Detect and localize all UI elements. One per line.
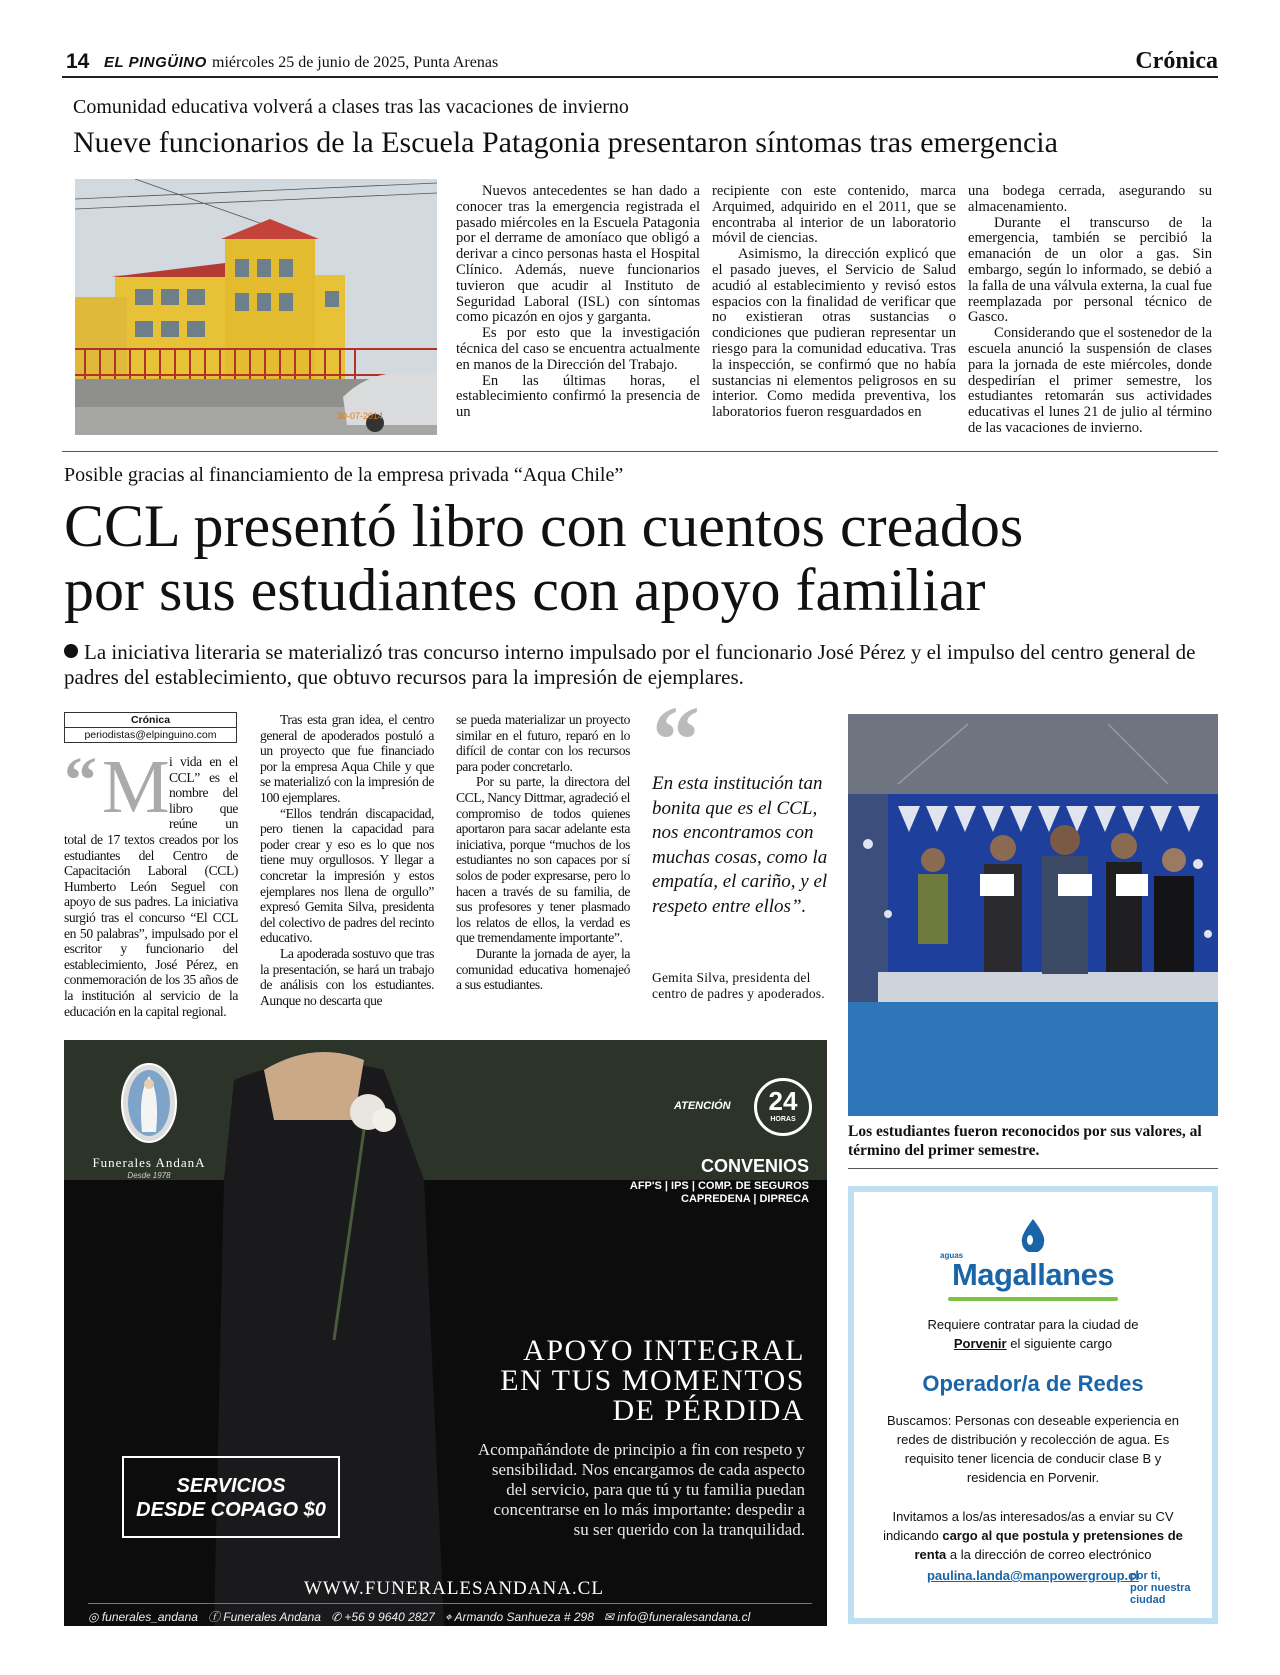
aguas-email[interactable]: paulina.landa@manpowergroup.cl: [926, 1568, 1140, 1583]
hours-label: HORAS: [770, 1116, 796, 1123]
story2-column-2: [260, 712, 434, 1008]
story2-column-3: [456, 712, 630, 993]
services-line: SERVICIOS: [176, 1475, 286, 1497]
ad-contacts: [88, 1608, 812, 1625]
ad-website[interactable]: WWW.FUNERALESANDANA.CL: [304, 1578, 604, 1599]
aguas-magallanes-ad: [848, 1186, 1218, 1624]
story2-headline: [64, 494, 1224, 622]
ad-headline: [500, 1336, 805, 1426]
attention-label: ATENCIÓN: [674, 1100, 731, 1112]
hours-number: 24: [768, 1086, 798, 1116]
paragraph: Durante la jornada de ayer, la comunidad educativa homenajeó a sus estudiantes.: [456, 945, 630, 993]
section-divider: [62, 451, 1218, 452]
headline-line: por sus estudiantes con apoyo familiar: [64, 557, 986, 623]
page-number: 14: [66, 50, 90, 73]
drop-letter: M: [102, 745, 170, 829]
clock-24-icon: [754, 1078, 812, 1136]
convenios-list: [630, 1180, 809, 1206]
story1-column-2: [712, 184, 956, 421]
paragraph: Es por esto que la investigación técnica del caso se encuentra actualmente en manos de la Dirección del Trabajo.: [456, 325, 700, 373]
photo-date-stamp: 30-07-2014: [337, 411, 384, 421]
quote-mark-icon: “: [652, 686, 700, 793]
funerales-logo: [84, 1062, 214, 1180]
paragraph: se pueda materializar un proyecto similar en el futuro, reparó en lo difícil de contar con los recursos para poder concretarlo.: [456, 712, 630, 774]
paragraph: Considerando que el sostenedor de la escuela anunció la suspensión de clases para la jornada de este miércoles, donde despedirían el primer semestre, los estudiantes retomarán sus actividades educativas el lunes 21 de julio al término de las vacaciones de invierno.: [968, 325, 1212, 436]
slogan-line: por nuestra: [1130, 1582, 1191, 1594]
facebook-icon: ⓕ: [207, 1610, 220, 1624]
dateline: miércoles 25 de junio de 2025, Punta Arenas: [212, 54, 499, 71]
drop-quote: “: [64, 744, 97, 817]
ad-contact-rule: [88, 1603, 812, 1604]
convenios-title: CONVENIOS: [700, 1156, 809, 1176]
contact-email[interactable]: info@funeralesandana.cl: [617, 1610, 751, 1624]
headline-line: CCL presentó libro con cuentos creados: [64, 493, 1024, 559]
story2-deck: [64, 640, 1224, 690]
bullet-icon: [64, 644, 78, 658]
byline-section: Crónica: [130, 714, 171, 726]
paragraph: Nuevos antecedentes se han dado a conocer tras la emergencia registrada el pasado miércoles en la Escuela Patagonia por el derrame de amoníaco que obligó a derivar a cinco personas hasta el Hospital Clínico. Además, nueve funcionarios tuvieron que acudir al Instituto de Seguridad Laboral (ISL) con síntomas como picazón en ojos y garganta.: [456, 183, 700, 326]
ad-headline-line: DE PÉRDIDA: [612, 1394, 805, 1427]
deck-text: La iniciativa literaria se materializó tras concurso interno impulsado por el funcionario José Pérez y el impulso del centro general de padres del establecimiento, que obtuvo recursos para la impresión de ejemplares.: [64, 640, 1196, 689]
invite-bold: cargo al que postula y pretensiones de renta: [914, 1528, 1183, 1562]
invite-text: a la dirección de correo electrónico: [946, 1547, 1152, 1562]
drop-cap: [64, 744, 170, 829]
story1-kicker: Comunidad educativa volverá a clases tras las vacaciones de invierno: [73, 96, 629, 118]
students-photo: [848, 714, 1218, 1116]
aguas-invite: [878, 1507, 1188, 1564]
funerales-since: Desde 1978: [127, 1171, 171, 1180]
convenios-line: CAPREDENA | DIPRECA: [681, 1193, 809, 1205]
story1-column-1: [456, 184, 700, 421]
paragraph: una bodega cerrada, asegurando su almacenamiento.: [968, 183, 1212, 215]
byline-box: [64, 712, 237, 743]
paragraph: Por su parte, la directora del CCL, Nancy Dittmar, agradeció el compromiso de todos quienes aportaron para sacar adelante esta iniciativa, porque “muchos de los estudiantes no son capaces por sí solos de poder expresarse, pero lo hacen a través de su familia, de sus profesores y tener plasmado los relatos de ellos, la verdad es que tremendamente importante”.: [456, 774, 630, 946]
header-rule: [62, 76, 1218, 78]
funerales-brand: Funerales AndanA: [92, 1155, 206, 1170]
aguas-small: aguas: [940, 1251, 964, 1260]
paragraph: recipiente con este contenido, marca Arquimed, adquirido en el 2011, que se encontraba al interior de un laboratorio móvil de ciencias.: [712, 183, 956, 247]
photo-caption: Los estudiantes fueron reconocidos por sus valores, al término del primer semestre.: [848, 1123, 1202, 1159]
intro-line: el siguiente cargo: [1006, 1336, 1113, 1351]
ceremony-illustration: [848, 714, 1218, 1116]
story1-column-3: [968, 184, 1212, 437]
paragraph: La apoderada sostuvo que tras la presentación, se hará un trabajo de análisis con los estudiantes. Aunque no descarta que: [260, 945, 434, 1008]
story1-headline: Nueve funcionarios de la Escuela Patagonia presentaron síntomas tras emergencia: [73, 126, 1058, 159]
intro-line: Requiere contratar para la ciudad de: [927, 1317, 1139, 1332]
logo-swoosh: [948, 1297, 1118, 1301]
convenios-line: AFP'S | IPS | COMP. DE SEGUROS: [629, 1180, 809, 1192]
school-photo: [75, 179, 437, 435]
intro-city: Porvenir: [953, 1336, 1007, 1351]
funerales-andana-ad: [64, 1040, 827, 1626]
water-drop-icon: [1018, 1218, 1048, 1252]
quote-attribution: Gemita Silva, presidenta del centro de padres y apoderados.: [652, 970, 825, 1001]
virgin-medal-icon: [120, 1062, 178, 1144]
story2-column-1: [64, 744, 238, 1019]
ad-headline-line: EN TUS MOMENTOS: [500, 1364, 805, 1397]
aguas-logo: [854, 1218, 1212, 1301]
paragraph: Durante el transcurso de la emergencia, también se percibió la emanación de un olor a gas. Sin embargo, según lo informado, se debió a la falla de una válvula externa, la cual fue reemplazada por personal técnico de Gasco.: [968, 214, 1212, 326]
instagram-handle[interactable]: funerales_andana: [101, 1610, 198, 1624]
paragraph: En las últimas horas, el establecimiento confirmó la presencia de un: [456, 372, 700, 421]
paragraph: “Ellos tendrán discapacidad, pero tienen la capacidad para poder crear y eso es lo que nos tiene muy orgullosos. Y llegar a concretar la impresión y estos ejemplares nos llena de orgullo” expresó Gemita Silva, presidenta del colectivo de padres del recinto educativo.: [260, 805, 434, 946]
story2-kicker: Posible gracias al financiamiento de la empresa privada “Aqua Chile”: [64, 464, 624, 486]
byline-email[interactable]: periodistas@elpinguino.com: [65, 727, 236, 742]
paragraph: i vida en el CCL” es el nombre del libro que reúne un total de 17 textos creados por los estudiantes del Centro de Capacitación Laboral (CCL) Humberto León Seguel con apoyo de sus padres. La iniciativa surgió tras el concurso “El CCL en 50 palabras”, impulsado por el escritor y funcionario del establecimiento, José Pérez, en conmemoración de los 35 años de la institución al servicio de la educación en la capital regional.: [64, 754, 238, 1019]
ad-headline-line: APOYO INTEGRAL: [523, 1334, 805, 1367]
caption-rule: [848, 1168, 1218, 1169]
aguas-intro: [854, 1315, 1212, 1353]
school-building-illustration: [75, 179, 437, 435]
section-title: Crónica: [1135, 48, 1218, 74]
slogan-line: ciudad: [1130, 1594, 1166, 1606]
phone-number[interactable]: +56 9 9640 2827: [344, 1610, 435, 1624]
mail-icon: ✉: [603, 1610, 614, 1624]
paper-name: EL PINGÜINO: [104, 54, 207, 71]
paragraph: Asimismo, la dirección explicó que el pasado jueves, el Servicio de Salud acudió al establecimiento y revisó estos espacios con la finalidad de verificar que no existieran otras sustancias o condiciones que pudieran representar un riesgo para la comunidad educativa. Tras la inspección, se confirmó que no había sustancias ni elementos peligrosos en su interior. Como medida preventiva, los laboratorios fueron resguardados en: [712, 246, 956, 421]
ad-body: Acompañándote de principio a fin con respeto y sensibilidad. Nos encargamos de cada aspecto del servicio, para que tú y tu familia puedan concentrarse en lo más importante: despedir a su ser querido con la tranquilidad.: [477, 1440, 805, 1539]
aguas-brand: Magallanes: [951, 1257, 1115, 1292]
facebook-page[interactable]: Funerales Andana: [223, 1610, 321, 1624]
address: Armando Sanhueza # 298: [454, 1610, 594, 1624]
pull-quote: En esta institución tan bonita que es el CCL, nos encontramos con muchas cosas, como la empatía, el cariño, y el respeto entre ellos”.: [652, 773, 828, 917]
aguas-slogan: [1130, 1570, 1191, 1606]
location-icon: ⌖: [444, 1610, 452, 1624]
instagram-icon: ◎: [88, 1610, 99, 1624]
services-box: [122, 1456, 340, 1538]
paragraph: Tras esta gran idea, el centro general de apoderados postuló a un proyecto que fue financiado por la empresa Aqua Chile y que se materializó con la impresión de 100 ejemplares.: [260, 712, 434, 805]
invite-text: Invitamos a los/as interesados/as a enviar su CV indicando: [883, 1509, 1174, 1543]
phone-icon: ✆: [330, 1610, 341, 1624]
slogan-line: por ti,: [1130, 1570, 1161, 1582]
aguas-position: Operador/a de Redes: [922, 1371, 1144, 1396]
aguas-body: Buscamos: Personas con deseable experiencia en redes de distribución y recolección de agua. Es requisito tener licencia de conducir clase B y residencia en Porvenir.: [887, 1413, 1179, 1485]
services-line: DESDE COPAGO $0: [136, 1499, 326, 1521]
